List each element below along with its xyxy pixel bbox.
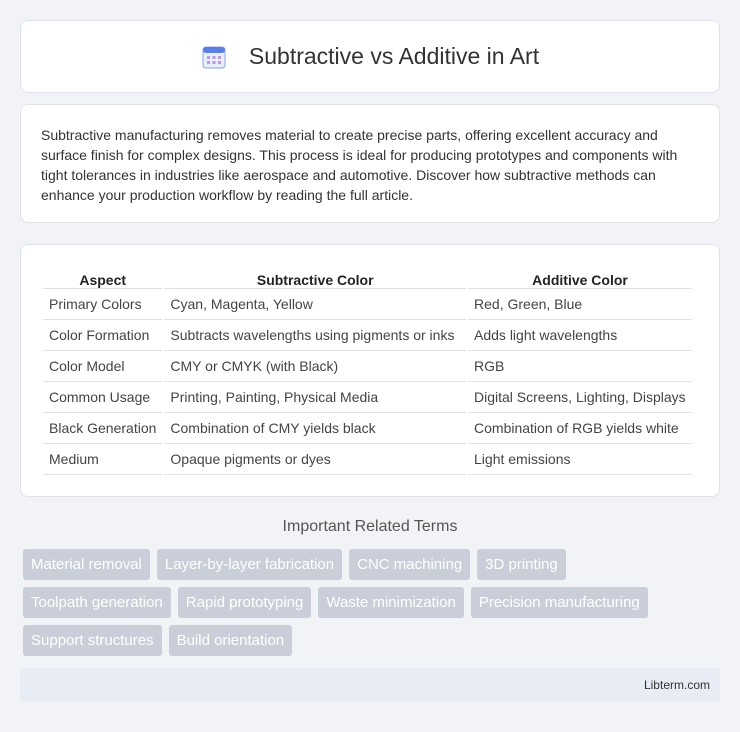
term-tag[interactable]: Build orientation — [169, 625, 293, 656]
table-cell: Primary Colors — [43, 289, 162, 320]
table-cell: CMY or CMYK (with Black) — [164, 351, 466, 382]
table-cell: RGB — [468, 351, 692, 382]
intro-card — [20, 104, 720, 223]
table-cell: Medium — [43, 444, 162, 475]
table-cell: Black Generation — [43, 413, 162, 444]
intro-text: Subtractive manufacturing removes material to create precise parts, offering excellent accuracy and surface finish for complex designs. This process is ideal for producing prototypes and components with tight tolerances in industries like aerospace and automotive. Discover how subtractive methods can enhance your production workflow by reading the full article. — [41, 127, 678, 203]
term-tag[interactable]: Toolpath generation — [23, 587, 171, 618]
term-tag[interactable]: Support structures — [23, 625, 162, 656]
column-header: Subtractive Color — [164, 265, 466, 289]
table-cell: Red, Green, Blue — [468, 289, 692, 320]
comparison-table-card — [20, 244, 720, 497]
table-cell: Digital Screens, Lighting, Displays — [468, 382, 692, 413]
table-row — [43, 320, 692, 351]
table-cell: Printing, Painting, Physical Media — [164, 382, 466, 413]
page-title: Subtractive vs Additive in Art — [248, 43, 540, 69]
term-tag[interactable]: Layer-by-layer fabrication — [157, 549, 342, 580]
table-cell: Color Formation — [43, 320, 162, 351]
term-tag[interactable]: Precision manufacturing — [471, 587, 648, 618]
term-tag[interactable]: Material removal — [23, 549, 150, 580]
table-row — [43, 444, 692, 475]
table-cell: Opaque pigments or dyes — [164, 444, 466, 475]
column-header: Aspect — [43, 265, 162, 289]
column-header: Additive Color — [468, 265, 692, 289]
related-terms-title: Important Related Terms — [282, 518, 458, 535]
comparison-table — [41, 265, 694, 475]
table-cell: Adds light wavelengths — [468, 320, 692, 351]
related-terms-list — [23, 549, 713, 656]
table-row — [43, 351, 692, 382]
table-row — [43, 382, 692, 413]
header-card — [20, 20, 720, 93]
term-tag[interactable]: 3D printing — [477, 549, 566, 580]
term-tag[interactable]: Rapid prototyping — [178, 587, 312, 618]
footer-link[interactable]: Libterm.com — [643, 678, 710, 692]
table-row — [43, 413, 692, 444]
table-cell: Combination of RGB yields white — [468, 413, 692, 444]
table-header-row — [43, 265, 692, 289]
table-row — [43, 289, 692, 320]
calendar-icon — [201, 44, 227, 70]
table-cell: Color Model — [43, 351, 162, 382]
footer — [20, 668, 720, 702]
table-cell: Common Usage — [43, 382, 162, 413]
table-cell: Combination of CMY yields black — [164, 413, 466, 444]
term-tag[interactable]: Waste minimization — [318, 587, 463, 618]
table-cell: Subtracts wavelengths using pigments or inks — [164, 320, 466, 351]
table-cell: Light emissions — [468, 444, 692, 475]
table-cell: Cyan, Magenta, Yellow — [164, 289, 466, 320]
term-tag[interactable]: CNC machining — [349, 549, 470, 580]
